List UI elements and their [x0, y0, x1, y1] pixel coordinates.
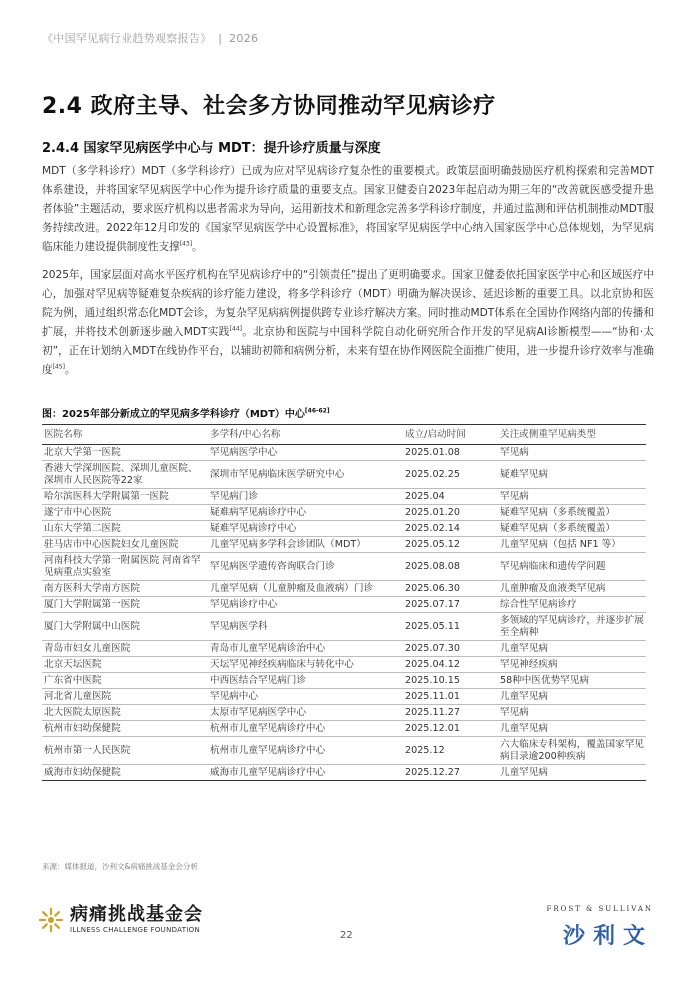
cell-date: 2025.11.01	[403, 689, 498, 705]
cell-hospital: 河南科技大学第一附属医院 河南省罕见病重点实验室	[42, 553, 208, 581]
cell-date: 2025.12.01	[403, 721, 498, 737]
table-row	[42, 489, 646, 505]
page-number: 22	[340, 930, 353, 941]
cell-disease-type: 疑难罕见病	[498, 461, 646, 489]
cell-date: 2025.05.11	[403, 613, 498, 641]
table-row	[42, 613, 646, 641]
table-row	[42, 581, 646, 597]
report-title: 《中国罕见病行业趋势观察报告》	[42, 32, 212, 45]
cell-date: 2025.07.17	[403, 597, 498, 613]
cell-disease-type: 儿童罕见病	[498, 765, 646, 781]
cell-date: 2025.04.12	[403, 657, 498, 673]
header-separator: |	[218, 32, 223, 45]
table-row	[42, 461, 646, 489]
table-row	[42, 597, 646, 613]
cell-disease-type: 儿童肿瘤及血液类罕见病	[498, 581, 646, 597]
cell-disease-type: 罕见病	[498, 445, 646, 461]
cell-date: 2025.11.27	[403, 705, 498, 721]
cell-date: 2025.10.15	[403, 673, 498, 689]
cell-center: 威海市儿童罕见病诊疗中心	[208, 765, 403, 781]
cell-center: 杭州市儿童罕见病诊疗中心	[208, 721, 403, 737]
running-header	[42, 30, 258, 46]
column-header-center: 多学科/中心名称	[208, 425, 403, 445]
cell-hospital: 厦门大学附属第一医院	[42, 597, 208, 613]
cell-hospital: 厦门大学附属中山医院	[42, 613, 208, 641]
table-row	[42, 553, 646, 581]
source-note: 来源：媒体报道，沙利文&病痛挑战基金会分析	[42, 862, 198, 871]
cell-hospital: 杭州市妇幼保健院	[42, 721, 208, 737]
cell-center: 杭州市儿童罕见病诊疗中心	[208, 737, 403, 765]
subsection-title: 2.4.4 国家罕见病医学中心与 MDT：提升诊疗质量与深度	[42, 141, 381, 156]
cell-disease-type: 儿童罕见病	[498, 689, 646, 705]
column-header-date: 成立/启动时间	[403, 425, 498, 445]
cell-center: 罕见病中心	[208, 689, 403, 705]
cell-date: 2025.12.27	[403, 765, 498, 781]
paragraph-end: 。	[192, 241, 203, 253]
cell-center: 青岛市儿童罕见病诊治中心	[208, 641, 403, 657]
citation-ref: [44]	[229, 325, 242, 333]
table-row	[42, 673, 646, 689]
table-row	[42, 657, 646, 673]
cell-center: 太原市罕见病医学中心	[208, 705, 403, 721]
mdt-centers-table-wrap	[42, 424, 646, 781]
cell-date: 2025.02.25	[403, 461, 498, 489]
cell-date: 2025.01.20	[403, 505, 498, 521]
report-year: 2026	[229, 32, 259, 45]
cell-date: 2025.05.12	[403, 537, 498, 553]
cell-hospital: 威海市妇幼保健院	[42, 765, 208, 781]
partner-name-cn: 沙利文	[562, 924, 653, 949]
cell-hospital: 哈尔滨医科大学附属第一医院	[42, 489, 208, 505]
cell-hospital: 广东省中医院	[42, 673, 208, 689]
column-header-disease-type: 关注或侧重罕见病类型	[498, 425, 646, 445]
table-row	[42, 641, 646, 657]
cell-disease-type: 综合性罕见病诊疗	[498, 597, 646, 613]
cell-disease-type: 多领域的罕见病诊疗，并逐步扩展至全病种	[498, 613, 646, 641]
table-row	[42, 721, 646, 737]
paragraph-mdt-policy	[42, 162, 654, 257]
citation-ref: [43]	[179, 240, 193, 248]
foundation-name-cn: 病痛挑战基金会	[70, 904, 203, 925]
figure-caption-ref: [46-62]	[304, 407, 330, 415]
section-title: 2.4 政府主导、社会多方协同推动罕见病诊疗	[42, 94, 496, 119]
cell-disease-type: 疑难罕见病（多系统覆盖）	[498, 505, 646, 521]
cell-center: 疑难罕见病诊疗中心	[208, 521, 403, 537]
cell-disease-type: 疑难罕见病（多系统覆盖）	[498, 521, 646, 537]
cell-hospital: 北大医院太原医院	[42, 705, 208, 721]
cell-hospital: 北京天坛医院	[42, 657, 208, 673]
frost-sullivan-logo	[546, 905, 653, 950]
cell-disease-type: 罕见神经疾病	[498, 657, 646, 673]
cell-disease-type: 58种中医优势罕见病	[498, 673, 646, 689]
paragraph-2025-requirements	[42, 266, 654, 380]
cell-disease-type: 儿童罕见病	[498, 641, 646, 657]
cell-hospital: 北京大学第一医院	[42, 445, 208, 461]
cell-date: 2025.06.30	[403, 581, 498, 597]
cell-hospital: 山东大学第二医院	[42, 521, 208, 537]
table-header-row	[42, 425, 646, 445]
cell-date: 2025.08.08	[403, 553, 498, 581]
cell-center: 罕见病医学中心	[208, 445, 403, 461]
cell-hospital: 驻马店市中心医院妇女儿童医院	[42, 537, 208, 553]
cell-center: 罕见病诊疗中心	[208, 597, 403, 613]
cell-date: 2025.12	[403, 737, 498, 765]
cell-date: 2025.07.30	[403, 641, 498, 657]
cell-center: 罕见病医学科	[208, 613, 403, 641]
cell-hospital: 河北省儿童医院	[42, 689, 208, 705]
foundation-name-en: ILLNESS CHALLENGE FOUNDATION	[70, 926, 201, 934]
table-row	[42, 705, 646, 721]
cell-date: 2025.01.08	[403, 445, 498, 461]
paragraph-end: 。	[64, 364, 76, 376]
cell-hospital: 香港大学深圳医院、深圳儿童医院、深圳市人民医院等22家	[42, 461, 208, 489]
cell-disease-type: 六大临床专科架构，覆盖国家罕见病目录逾200种疾病	[498, 737, 646, 765]
cell-date: 2025.02.14	[403, 521, 498, 537]
cell-hospital: 南方医科大学南方医院	[42, 581, 208, 597]
partner-name-en: FROST & SULLIVAN	[546, 905, 653, 913]
cell-disease-type: 罕见病	[498, 705, 646, 721]
paragraph-text: 2025年，国家层面对高水平医疗机构在罕见病诊疗中的“引领责任”提出了更明确要求。国家卫健委依托国家医学中心和区域医疗中心，加强对罕见病等疑难复杂疾病的诊疗能力建设，将多学科诊疗（MDT）明确为解决误诊、延迟诊断的重要工具。以北京协和医院为例，通过组织常态化MDT会诊，为复杂罕见病病例提供跨专业诊疗解决方案。同时推动MDT体系在全国协作网络内部的传播和扩展，并将技术创新逐步融入MDT实践	[42, 269, 654, 338]
cell-center: 罕见病门诊	[208, 489, 403, 505]
table-row	[42, 737, 646, 765]
cell-center: 天坛罕见神经疾病临床与转化中心	[208, 657, 403, 673]
column-header-hospital: 医院名称	[42, 425, 208, 445]
cell-disease-type: 罕见病临床和遗传学问题	[498, 553, 646, 581]
sunburst-emblem-icon	[38, 907, 64, 933]
cell-hospital: 青岛市妇女儿童医院	[42, 641, 208, 657]
cell-hospital: 遂宁市中心医院	[42, 505, 208, 521]
table-row	[42, 765, 646, 781]
table-row	[42, 445, 646, 461]
cell-date: 2025.04	[403, 489, 498, 505]
cell-disease-type: 罕见病	[498, 489, 646, 505]
table-row	[42, 537, 646, 553]
table-row	[42, 689, 646, 705]
cell-disease-type: 儿童罕见病（包括 NF1 等）	[498, 537, 646, 553]
cell-center: 深圳市罕见病临床医学研究中心	[208, 461, 403, 489]
figure-caption	[42, 405, 330, 420]
citation-ref: [45]	[52, 363, 65, 371]
cell-disease-type: 儿童罕见病	[498, 721, 646, 737]
illness-challenge-foundation-logo	[38, 905, 203, 934]
figure-caption-text: 图：2025年部分新成立的罕见病多学科诊疗（MDT）中心	[42, 409, 305, 420]
table-row	[42, 505, 646, 521]
mdt-centers-table	[42, 424, 646, 781]
paragraph-text-continued: 。北京协和医院与中国科学院自动化研究所合作开发的罕见病AI诊断模型——“协和·太初”，正在计划纳入MDT在线协作平台，以辅助初筛和病例分析，未来有望在协作网医院全面推广使用，进一步提升诊疗效率与准确度	[42, 326, 654, 376]
cell-center: 中西医结合罕见病门诊	[208, 673, 403, 689]
table-row	[42, 521, 646, 537]
cell-center: 儿童罕见病（儿童肿瘤及血液病）门诊	[208, 581, 403, 597]
table-body	[42, 445, 646, 781]
cell-center: 儿童罕见病多学科会诊团队（MDT）	[208, 537, 403, 553]
cell-center: 疑难病罕见病诊疗中心	[208, 505, 403, 521]
paragraph-text: MDT（多学科诊疗）MDT（多学科诊疗）已成为应对罕见病诊疗复杂性的重要模式。政策层面明确鼓励医疗机构探索和完善MDT 体系建设，并将国家罕见病医学中心作为提升诊疗质量的重要支点。国家卫健委自2023年起启动为期三年的“改善就医感受提升患者体验”主题活动，要求医疗机构以患者需求为导向，运用新技术和新理念完善多学科诊疗制度，并通过监测和评估机制推动MDT服务持续改进。2022年12月印发的《国家罕见病医学中心设置标准》，将国家罕见病医学中心纳入国家医学中心总体规划，为罕见病临床能力建设提供制度性支撑	[42, 165, 654, 253]
cell-center: 罕见病医学遗传咨询联合门诊	[208, 553, 403, 581]
cell-hospital: 杭州市第一人民医院	[42, 737, 208, 765]
